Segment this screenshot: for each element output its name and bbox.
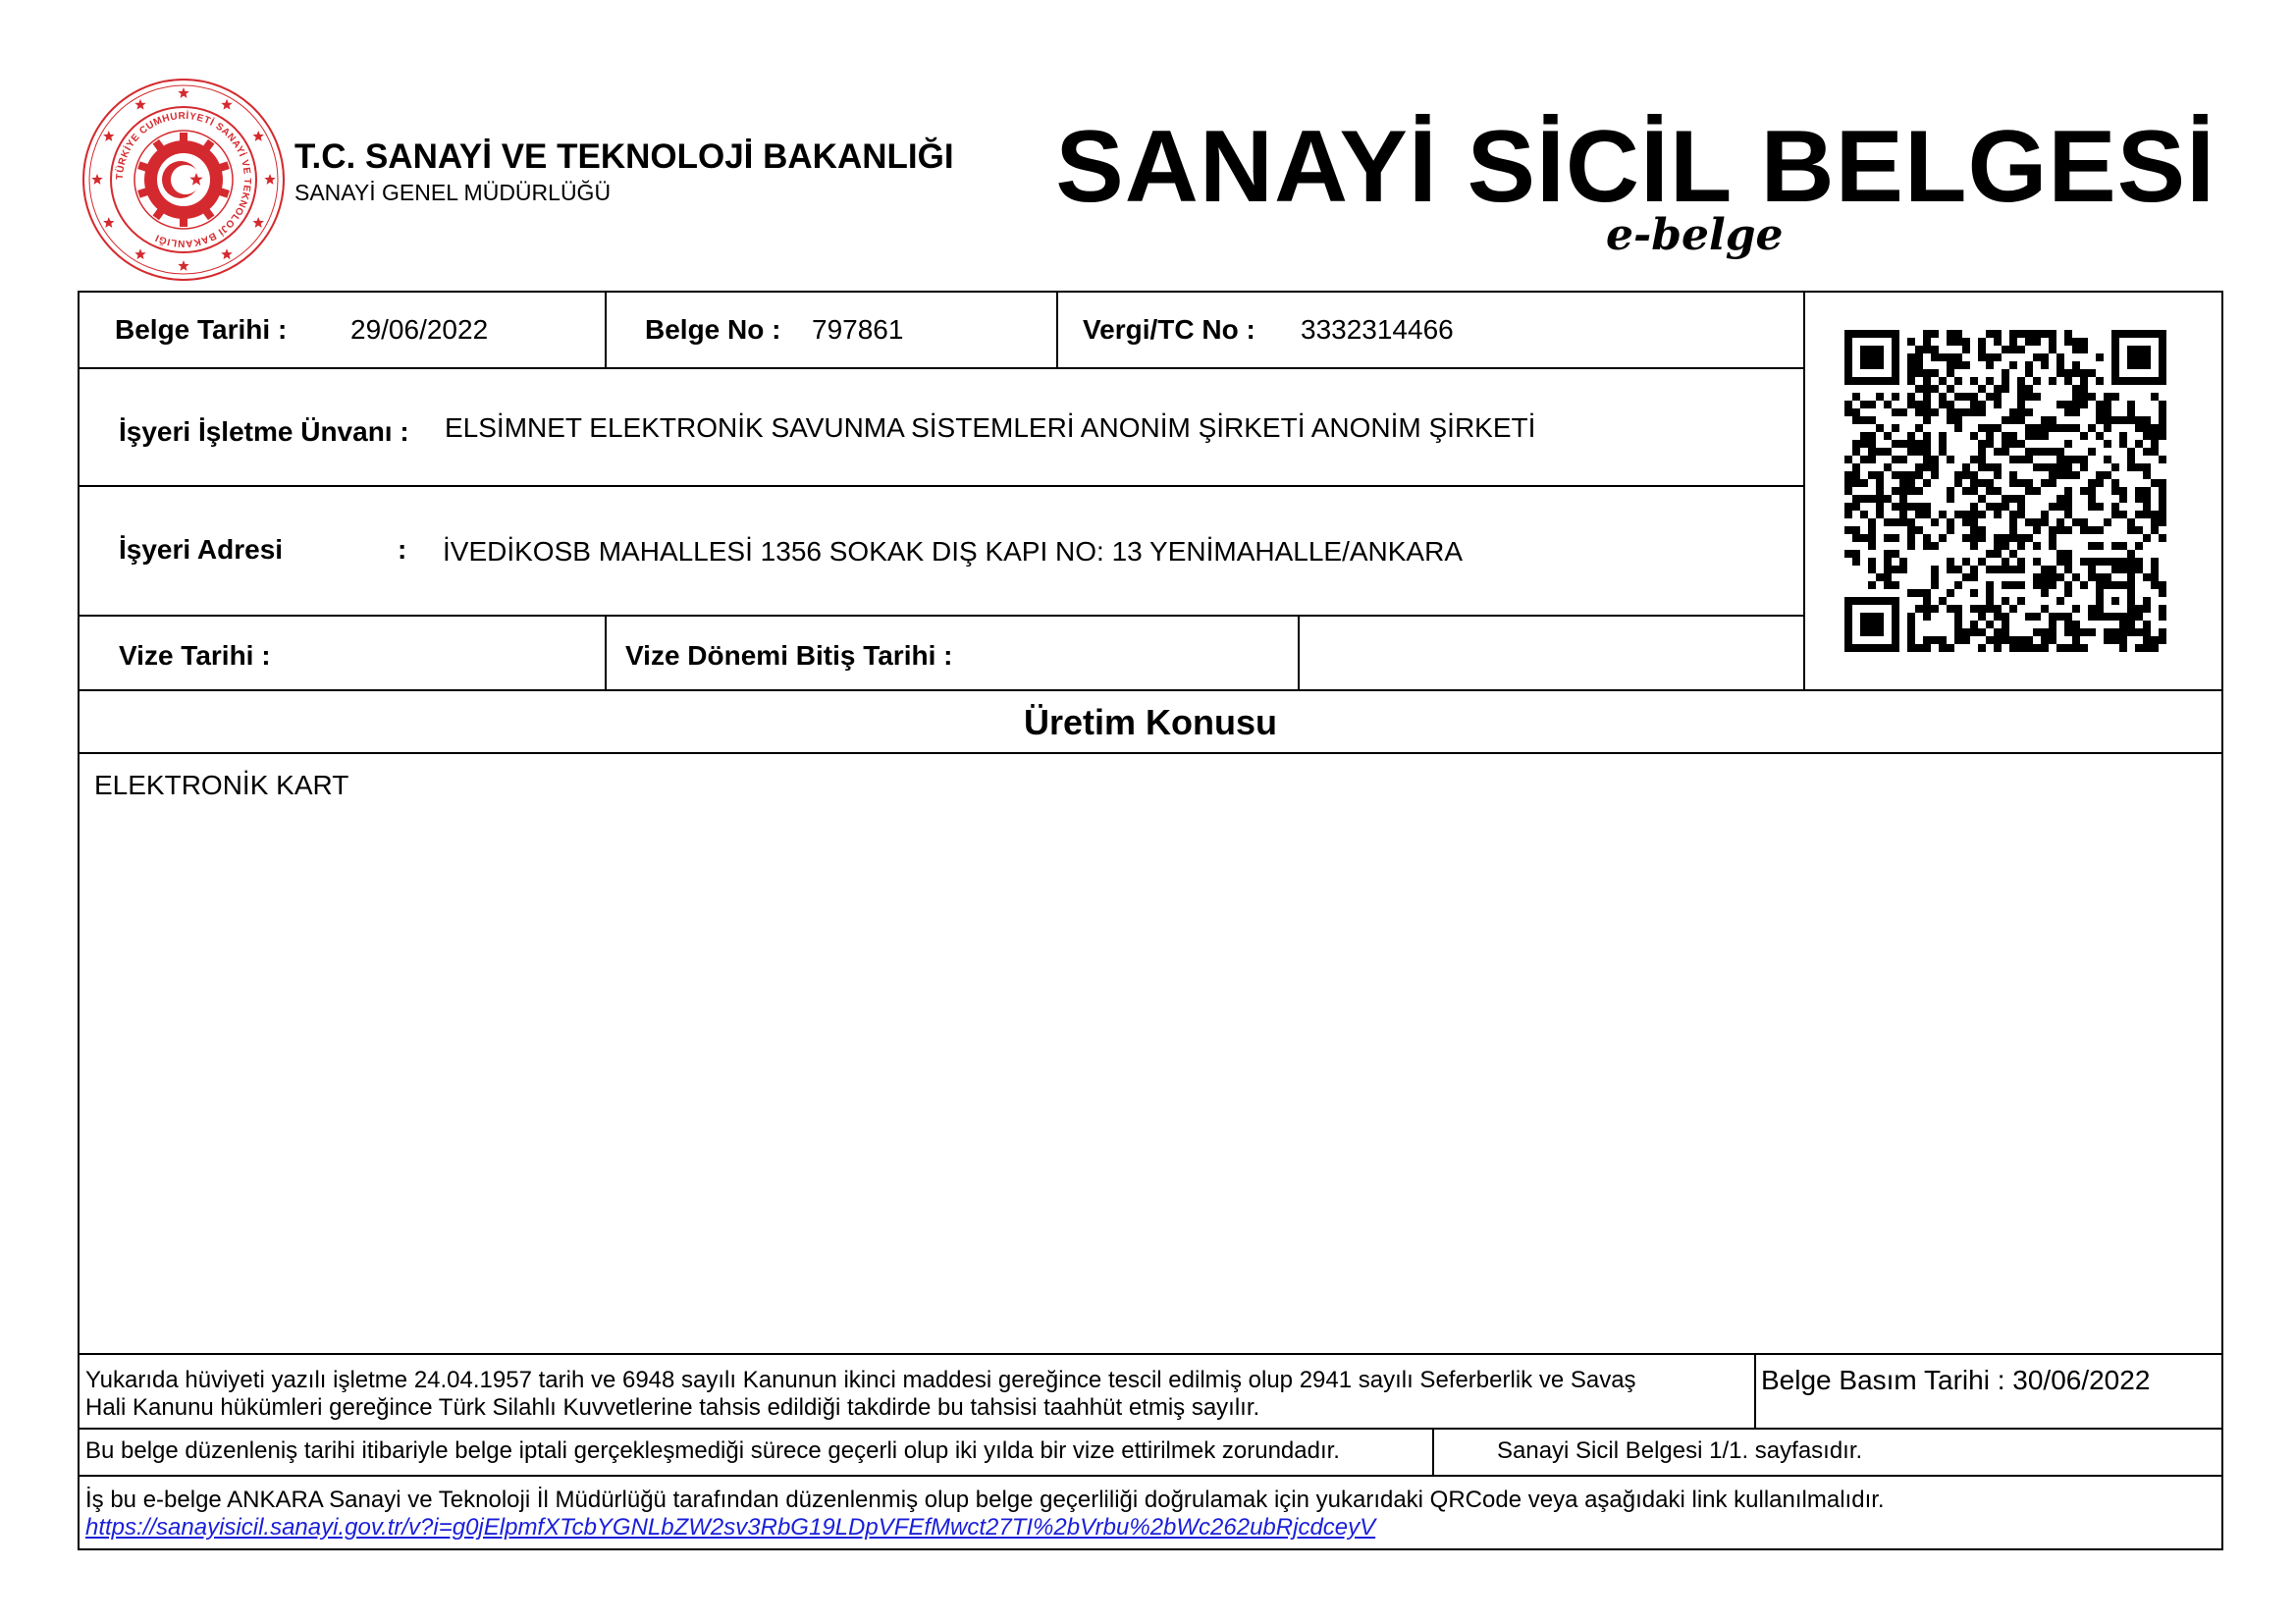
legal-text: Hali Kanunu hükümleri gereğince Türk Silahlı Kuvvetlerine tahsis edildiği takdirde bu tahsisi taahhüt etmiş sayılır. (85, 1394, 1260, 1421)
adres-value: İVEDİKOSB MAHALLESİ 1356 SOKAK DIŞ KAPI NO: 13 YENİMAHALLE/ANKARA (443, 536, 1464, 567)
adres-label: İşyeri Adresi (119, 534, 284, 565)
column-divider (605, 615, 607, 689)
belge-tarihi-label: Belge Tarihi : (115, 314, 288, 345)
row-divider (80, 752, 2221, 754)
e-belge-label: e-belge (1606, 210, 1784, 260)
row-divider (80, 367, 1803, 369)
validity-text: Bu belge düzenleniş tarihi itibariyle belge iptali gerçekleşmediği sürece geçerli olup iki yılda bir vize ettirilmek zorundadır. (85, 1437, 1340, 1464)
qr-code-icon[interactable] (1844, 330, 2166, 652)
column-divider (605, 293, 607, 367)
row-divider (80, 1475, 2221, 1477)
vergi-no-value: 3332314466 (1301, 314, 1454, 345)
ministry-seal-icon (80, 77, 287, 283)
print-date: Belge Basım Tarihi : 30/06/2022 (1761, 1365, 2151, 1395)
row-divider (80, 1353, 2221, 1355)
column-divider (1432, 1428, 1434, 1475)
document-title: SANAYİ SİCİL BELGESİ (1055, 110, 2216, 224)
column-divider (1298, 615, 1300, 689)
vize-tarihi-label: Vize Tarihi : (119, 640, 271, 671)
directorate-name: SANAYİ GENEL MÜDÜRLÜĞÜ (294, 180, 612, 205)
verify-text: İş bu e-belge ANKARA Sanayi ve Teknoloji İl Müdürlüğü tarafından düzenlenmiş olup belge geçerliliği doğrulamak için yukarıdaki QRCode veya aşağıdaki link kullanılmalıdır. (85, 1487, 1885, 1513)
vergi-no-label: Vergi/TC No : (1083, 314, 1255, 345)
row-divider (80, 1428, 2221, 1430)
qr-divider (1803, 293, 1805, 691)
legal-text: Yukarıda hüviyeti yazılı işletme 24.04.1957 tarih ve 6948 sayılı Kanunun ikinci maddesi gereğince tescil edilmiş olup 2941 sayılı Seferberlik ve Savaş (85, 1367, 1636, 1393)
vize-bitis-label: Vize Dönemi Bitiş Tarihi : (625, 640, 953, 671)
belge-no-label: Belge No : (645, 314, 781, 345)
svg-text:TÜRKİYE CUMHURİYETİ SANAYİ VE: TÜRKİYE CUMHURİYETİ SANAYİ VE TEKNOLOJİ BAKANLIĞI (114, 110, 253, 249)
column-divider (1754, 1353, 1756, 1428)
belge-tarihi-value: 29/06/2022 (350, 314, 489, 345)
column-divider (1056, 293, 1058, 367)
verify-link[interactable]: https://sanayisicil.sanayi.gov.tr/v?i=g0jElpmfXTcbYGNLbZW2sv3RbG19LDpVFEfMwct27TI%2bVrbu%2bWc262ubRjcdceyV (85, 1514, 1376, 1541)
ministry-name: T.C. SANAYİ VE TEKNOLOJİ BAKANLIĞI (294, 137, 954, 176)
production-item: ELEKTRONİK KART (94, 770, 349, 800)
adres-colon: : (398, 534, 407, 565)
row-divider (80, 689, 2221, 691)
row-divider (80, 485, 1803, 487)
belge-no-value: 797861 (812, 314, 904, 345)
unvan-label: İşyeri İşletme Ünvanı : (119, 416, 409, 447)
section-title: Üretim Konusu (1023, 702, 1277, 742)
certificate-form (78, 291, 2223, 1550)
page-info: Sanayi Sicil Belgesi 1/1. sayfasıdır. (1497, 1437, 1863, 1464)
row-divider (80, 615, 1803, 617)
unvan-value: ELSİMNET ELEKTRONİK SAVUNMA SİSTEMLERİ ANONİM ŞİRKETİ ANONİM ŞİRKETİ (445, 412, 1536, 443)
